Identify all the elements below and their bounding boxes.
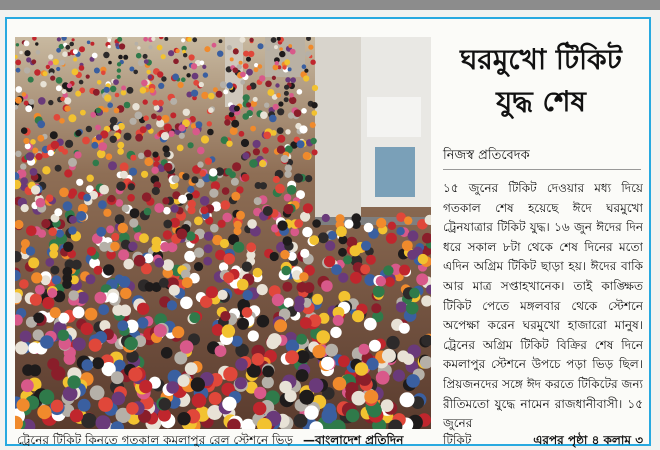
headline xyxy=(435,39,647,123)
headline-line-1: ঘরমুখো টিকিট xyxy=(460,43,622,76)
byline-divider xyxy=(443,169,641,170)
photo-credit: —বাংলাদেশ প্রতিদিন xyxy=(302,433,404,447)
headline-line-2: যুদ্ধ শেষ xyxy=(496,85,586,118)
crowd-photo xyxy=(15,37,431,429)
article-frame xyxy=(5,17,651,446)
article-body: ১৫ জুনের টিকিট দেওয়ার মধ্য দিয়ে গতকাল শেষ হয়েছে ঈদে ঘরমুখো ট্রেনযাত্রার টিকিট যুদ্ধ। ১৬ জুন ঈদের দিন ধরে সকাল ৮টা থেকে শেষ দিনের মতো এদিন অগ্রিম টিকিট ছাড়া হয়। ঈদের বাকি আর মাত্র সপ্তাহখানেক। তাই কাঙ্ক্ষিত টিকিট পেতে মঙ্গলবার থেকে স্টেশনে অপেক্ষা করেন ঘরমুখো হাজারো মানুষ। ট্রেনের অগ্রিম টিকিট বিক্রির শেষ দিনে কমলাপুর স্টেশনে উপচে পড়া ভিড় ছিল। প্রিয়জনদের সঙ্গে ঈদ করতে টিকিটের জন্য রীতিমতো যুদ্ধে নামেন রাজধানীবাসী। ১৫ জুনের xyxy=(443,181,643,431)
top-bar xyxy=(0,0,660,10)
body-tail: টিকিট xyxy=(443,433,472,447)
photo-caption xyxy=(17,431,431,449)
caption-text: ট্রেনের টিকিট কিনতে গতকাল কমলাপুর রেল স্টেশনে ভিড় xyxy=(17,433,293,447)
byline: নিজস্ব প্রতিবেদক xyxy=(443,148,530,163)
jump-reference: এরপর পৃষ্ঠা ৪ কলাম ৩ xyxy=(533,433,643,447)
jump-line xyxy=(443,431,643,449)
